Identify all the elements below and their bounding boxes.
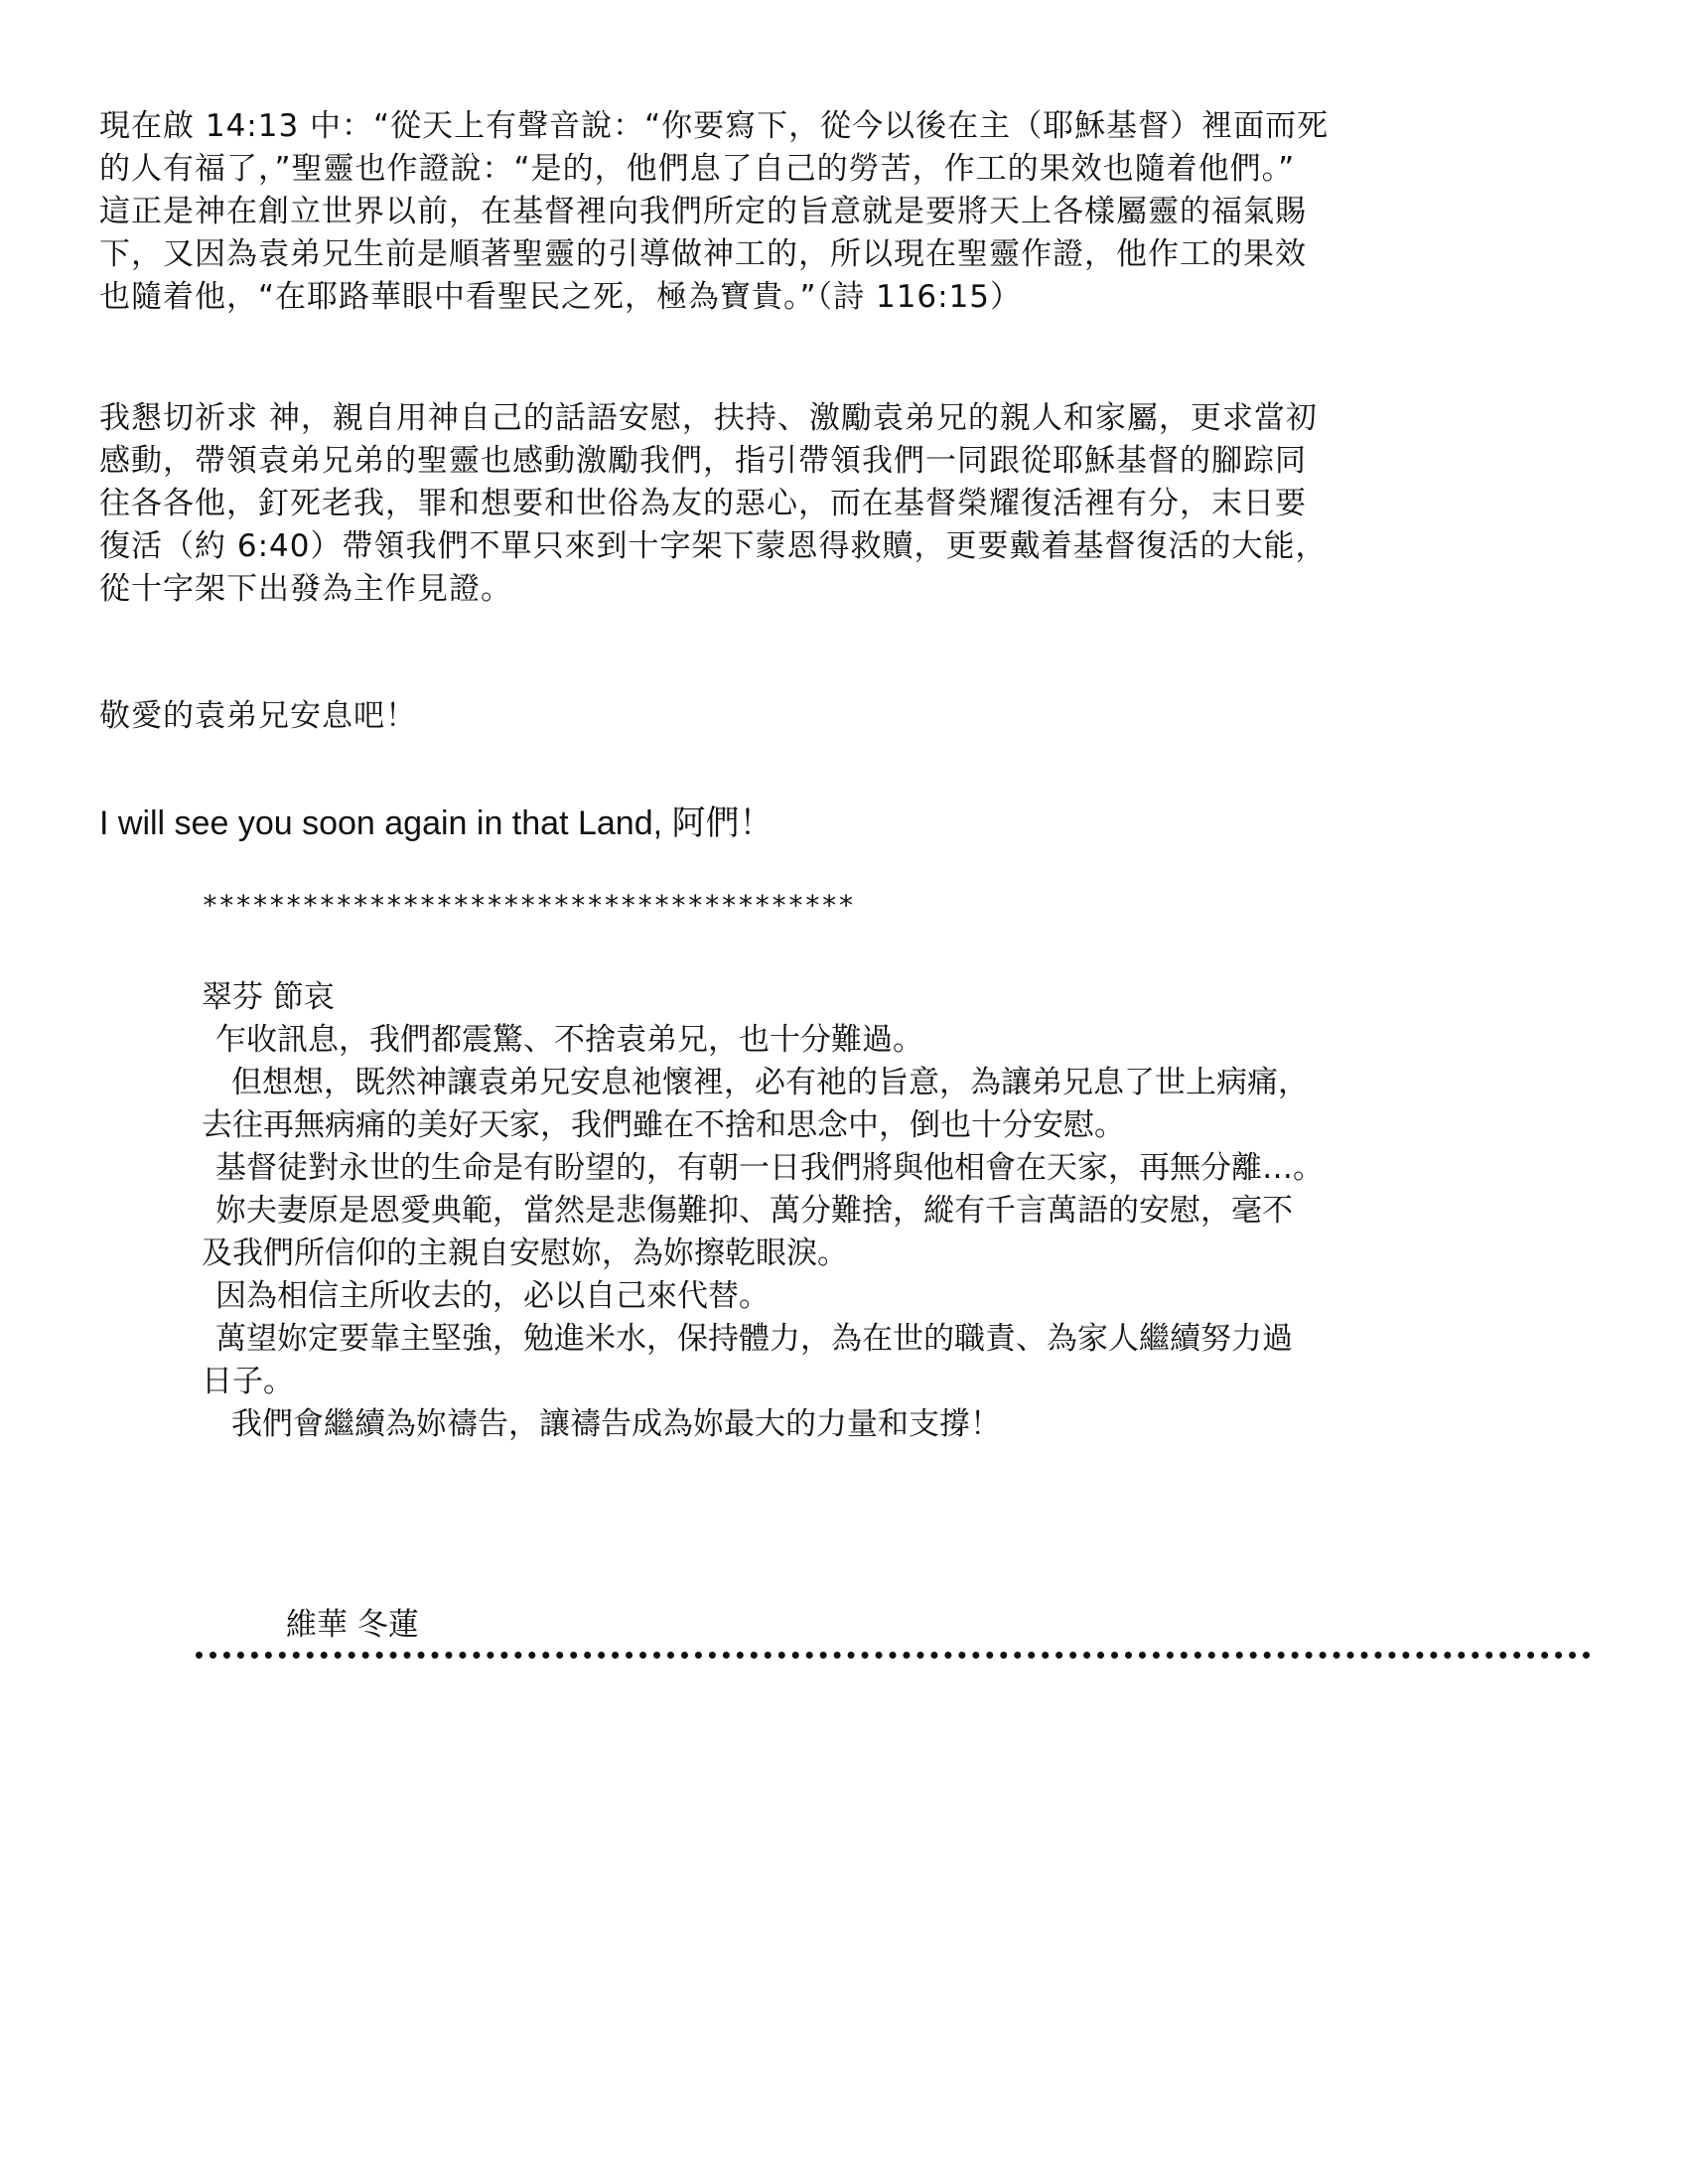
prayer-paragraph — [99, 397, 1569, 611]
english-farewell-line — [99, 802, 1569, 845]
condolence-line: 基督徒對永世的生命是有盼望的，有朝一日我們將與他相會在天家，再無分離…。 — [215, 1150, 1324, 1186]
condolence-line: 因為相信主所收去的，必以自己來代替。 — [215, 1278, 770, 1314]
text-line: 這正是神在創立世界以前，在基督裡向我們所定的旨意就是要將天上各樣屬靈的福氣賜 — [99, 194, 1307, 229]
text-line: 敬愛的袁弟兄安息吧！ — [99, 698, 417, 734]
scripture-paragraph — [99, 105, 1569, 319]
condolence-line: 萬望妳定要靠主堅強，勉進米水，保持體力，為在世的職責、為家人繼續努力過 — [215, 1321, 1293, 1357]
text-line: 也隨着他，“在耶路華眼中看聖民之死，極為寶貴。”（詩 116:15） — [99, 279, 1023, 315]
text-line: 的人有福了，”聖靈也作證說：“是的，他們息了自己的勞苦，作工的果效也隨着他們。” — [99, 151, 1296, 187]
condolence-line: 妳夫妻原是恩愛典範，當然是悲傷難抑、萬分難捨，縱有千言萬語的安慰，毫不 — [215, 1193, 1293, 1229]
condolence-line: 及我們所信仰的主親自安慰妳，為妳擦乾眼淚。 — [202, 1236, 848, 1271]
condolence-line: 日子。 — [202, 1364, 294, 1399]
condolence-line: 去往再無病痛的美好天家，我們雖在不捨和思念中，倒也十分安慰。 — [202, 1107, 1125, 1143]
condolence-heading: 翠芬 節哀 — [202, 979, 335, 1015]
text-line: 復活（約 6:40）帶領我們不單只來到十字架下蒙恩得救贖，更要戴着基督復活的大能， — [99, 528, 1328, 564]
text-line: 感動，帶領袁弟兄弟的聖靈也感動激勵我們，指引帶領我們一同跟從耶穌基督的腳踪同 — [99, 443, 1307, 479]
condolence-line: 但想想，既然神讓袁弟兄安息祂懷裡，必有祂的旨意，為讓弟兄息了世上病痛， — [231, 1065, 1309, 1100]
text-line: 現在啟 14:13 中：“從天上有聲音說：“你要寫下，從今以後在主（耶穌基督）裡面而死 — [99, 108, 1330, 144]
text-line: I will see you soon again in that Land, 阿們！ — [99, 804, 774, 842]
condolence-line: 我們會繼續為妳禱告，讓禱告成為妳最大的力量和支撐！ — [231, 1406, 1001, 1442]
text-line: 下，又因為袁弟兄生前是順著聖靈的引導做神工的，所以現在聖靈作證，他作工的果效 — [99, 236, 1307, 272]
signature: 維華 冬蓮 — [286, 1607, 419, 1643]
condolence-message — [202, 976, 1612, 1446]
asterisk-divider: *************************************** — [202, 889, 855, 922]
text-line: 我懇切祈求 神，親自用神自己的話語安慰，扶持、激勵袁弟兄的親人和家屬，更求當初 — [99, 400, 1318, 436]
dotted-divider — [196, 1652, 1591, 1659]
text-line: 從十字架下出發為主作見證。 — [99, 571, 512, 607]
text-line: 往各各他，釘死老我，罪和想要和世俗為友的惡心，而在基督榮耀復活裡有分，末日要 — [99, 486, 1307, 521]
farewell-line — [99, 695, 1569, 738]
condolence-line: 乍收訊息，我們都震驚、不捨袁弟兄，也十分難過。 — [215, 1022, 923, 1058]
